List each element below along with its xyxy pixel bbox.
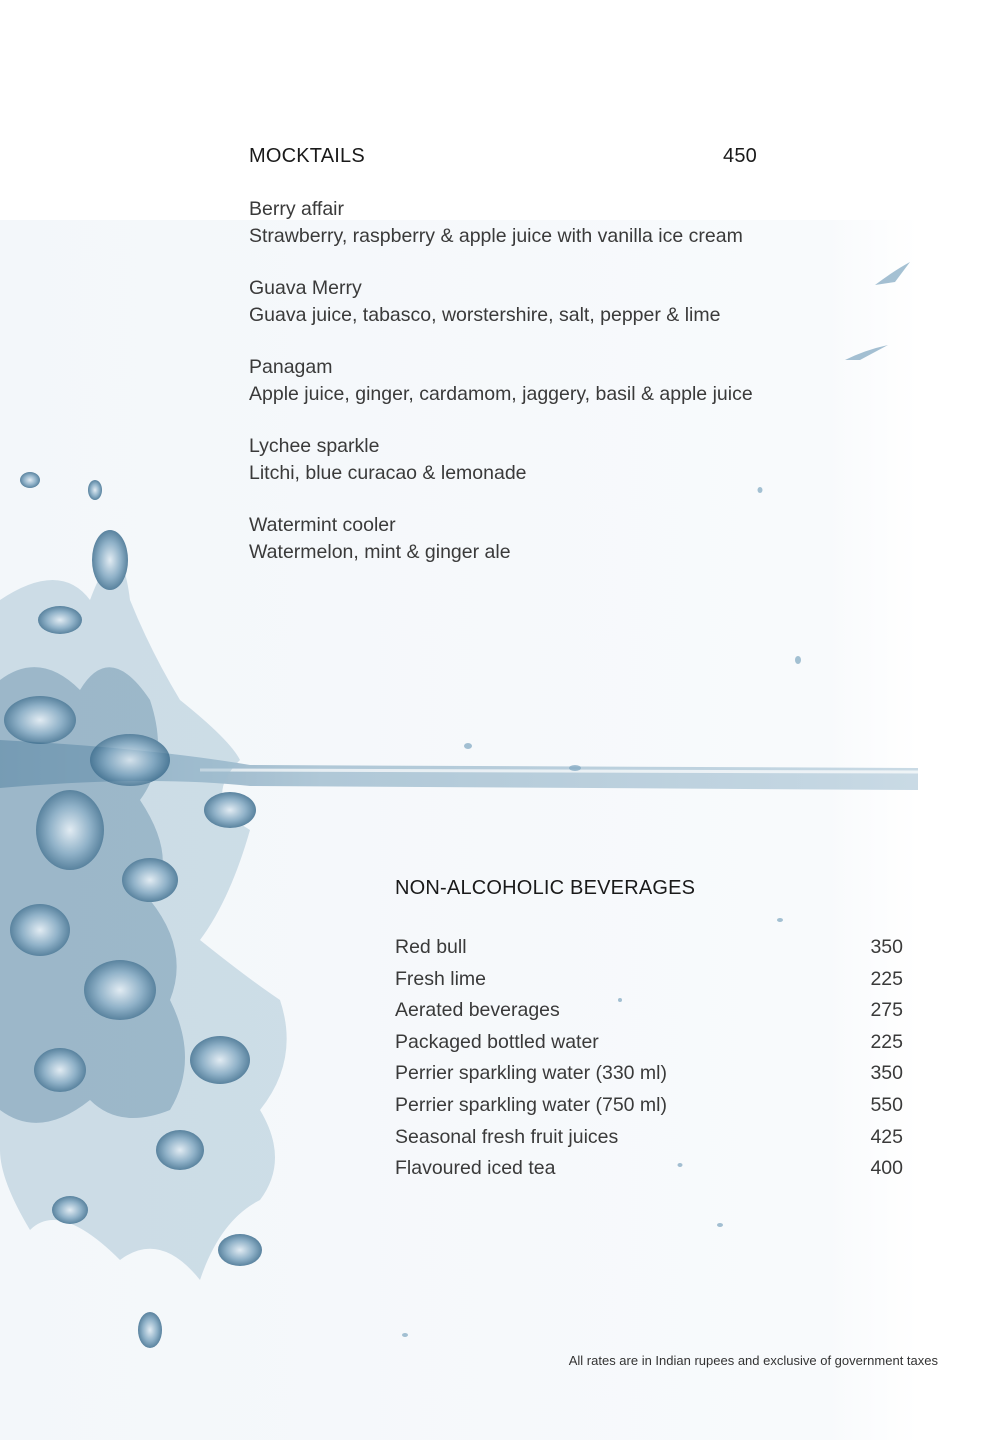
- mocktail-name: Panagam: [249, 356, 333, 378]
- mocktail-item: [249, 354, 757, 407]
- tax-disclaimer: All rates are in Indian rupees and exclusive of government taxes: [568, 1353, 938, 1368]
- beverage-price: 550: [870, 1093, 903, 1116]
- beverage-name: Seasonal fresh fruit juices: [395, 1125, 619, 1148]
- beverage-name: Flavoured iced tea: [395, 1157, 556, 1180]
- mocktail-description: Guava juice, tabasco, worstershire, salt, pepper & lime: [249, 303, 721, 326]
- mocktail-item: [249, 512, 757, 565]
- beverage-row: [395, 1090, 903, 1122]
- beverage-name: Fresh lime: [395, 967, 487, 990]
- mocktails-header: [249, 142, 757, 170]
- beverage-name: Packaged bottled water: [395, 1030, 599, 1053]
- beverage-row: [395, 932, 903, 964]
- mocktail-description: Apple juice, ginger, cardamom, jaggery, basil & apple juice: [249, 382, 753, 405]
- beverage-name: Red bull: [395, 936, 467, 958]
- beverage-price: 350: [870, 1062, 903, 1085]
- mocktail-item: [249, 196, 757, 249]
- beverage-price: 400: [870, 1157, 903, 1180]
- beverage-price: 425: [870, 1125, 903, 1148]
- mocktail-name: Berry affair: [249, 198, 345, 220]
- beverage-name: Perrier sparkling water (330 ml): [395, 1062, 668, 1085]
- beverage-row: [395, 1153, 903, 1185]
- mocktail-name: Lychee sparkle: [249, 435, 380, 457]
- non-alcoholic-header: [395, 874, 903, 902]
- mocktail-description: Strawberry, raspberry & apple juice with vanilla ice cream: [249, 224, 743, 247]
- beverage-price: 350: [870, 936, 903, 958]
- mocktail-name: Guava Merry: [249, 277, 362, 299]
- beverage-row: [395, 1122, 903, 1154]
- non-alcoholic-section: [395, 874, 903, 1185]
- non-alcoholic-title: NON-ALCOHOLIC BEVERAGES: [395, 877, 696, 899]
- mocktails-title: MOCKTAILS: [249, 145, 365, 167]
- beverage-row: [395, 995, 903, 1027]
- beverage-list: [395, 932, 903, 1185]
- beverage-row: [395, 1027, 903, 1059]
- mocktail-item: [249, 275, 757, 328]
- beverage-price: 275: [870, 999, 903, 1022]
- mocktail-name: Watermint cooler: [249, 514, 396, 536]
- mocktails-section: [249, 142, 757, 565]
- mocktails-price: 450: [723, 145, 757, 167]
- mocktail-description: Watermelon, mint & ginger ale: [249, 540, 511, 563]
- mocktail-item: [249, 433, 757, 486]
- beverage-row: [395, 1058, 903, 1090]
- beverage-name: Perrier sparkling water (750 ml): [395, 1093, 668, 1116]
- beverage-row: [395, 964, 903, 996]
- mocktail-description: Litchi, blue curacao & lemonade: [249, 461, 527, 484]
- beverage-name: Aerated beverages: [395, 999, 560, 1022]
- beverage-price: 225: [870, 1030, 903, 1053]
- beverage-price: 225: [870, 967, 903, 990]
